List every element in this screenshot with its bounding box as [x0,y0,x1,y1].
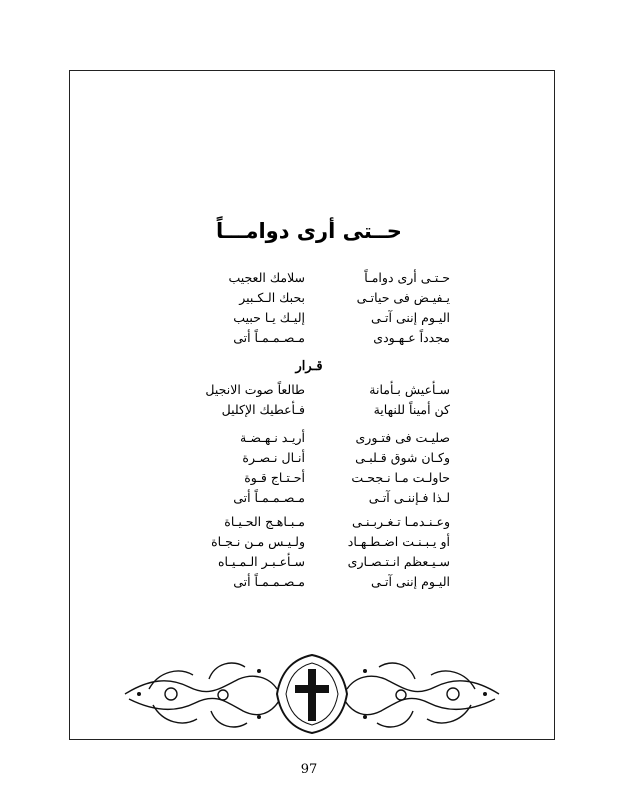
verse-second-half: إليـك يـا حبيب [233,310,305,325]
stanza-3 [0,512,618,592]
verse-second-half: سـأعـبـر الـمـيـاه [218,554,305,569]
verse-line [0,468,618,488]
page-number: 97 [300,762,318,777]
verse-first-half: سـأعيش بـأمانة [369,382,450,397]
verse-line [0,400,618,420]
cross-ornament [119,649,505,739]
verse-line [0,308,618,328]
verse-second-half: فـأعطيك الإكليل [221,402,305,417]
verse-second-half: مـصـمـمـاً أتى [233,330,305,345]
verse-first-half: سـيـعظم انـتـصـارى [347,554,450,569]
verse-second-half: أنـال نـصـرة [242,450,305,465]
chorus-label: قـرار [295,359,323,374]
verse-line [0,288,618,308]
verse-first-half: وعـنـدمـا تـغـربـنـى [351,514,450,529]
stanza-1 [0,268,618,348]
verse-line [0,552,618,572]
verse-first-half: وكـان شوق قـلبـى [355,450,450,465]
verse-first-half: لـذا فـإننـى آتـى [368,490,450,505]
verse-line [0,328,618,348]
verse-first-half: اليـوم إننى آتـى [370,310,450,325]
verse-second-half: أحـتـاج قـوة [244,470,305,485]
verse-second-half: طالعاً صوت الانجيل [205,382,305,397]
verse-second-half: سلامك العجيب [228,270,305,285]
verse-first-half: صليـت فى فتـورى [355,430,450,445]
verse-first-half: اليـوم إننى آتـى [370,574,450,589]
verse-second-half: مـصـمـمـاً أتى [233,490,305,505]
verse-line [0,572,618,592]
verse-line [0,488,618,508]
verse-second-half: ولـيـس مـن نـجـاة [211,534,305,549]
verse-first-half: كن أميناً للنهاية [373,402,450,417]
verse-line [0,448,618,468]
verse-first-half: مجدداً عـهـودى [373,330,450,345]
chorus [0,380,618,420]
verse-line [0,380,618,400]
verse-second-half: مـبـاهـج الحـيـاة [224,514,305,529]
verse-second-half: بحبك الـكـبير [239,290,305,305]
verse-line [0,532,618,552]
verse-first-half: يـفيـض فى حياتـى [356,290,450,305]
verse-line [0,428,618,448]
stanza-2 [0,428,618,508]
verse-second-half: مـصـمـمـاً أتى [233,574,305,589]
verse-second-half: أريـد نـهـضـة [240,430,305,445]
verse-first-half: حـتـى أرى دوامـاً [364,270,450,285]
verse-line [0,268,618,288]
verse-line [0,512,618,532]
verse-first-half: حاولـت مـا نـجحـت [351,470,450,485]
verse-first-half: أو يـبـنـت اضـطـهـاد [347,534,450,549]
hymn-title: حــتى أرى دوامـــاً [216,219,402,243]
